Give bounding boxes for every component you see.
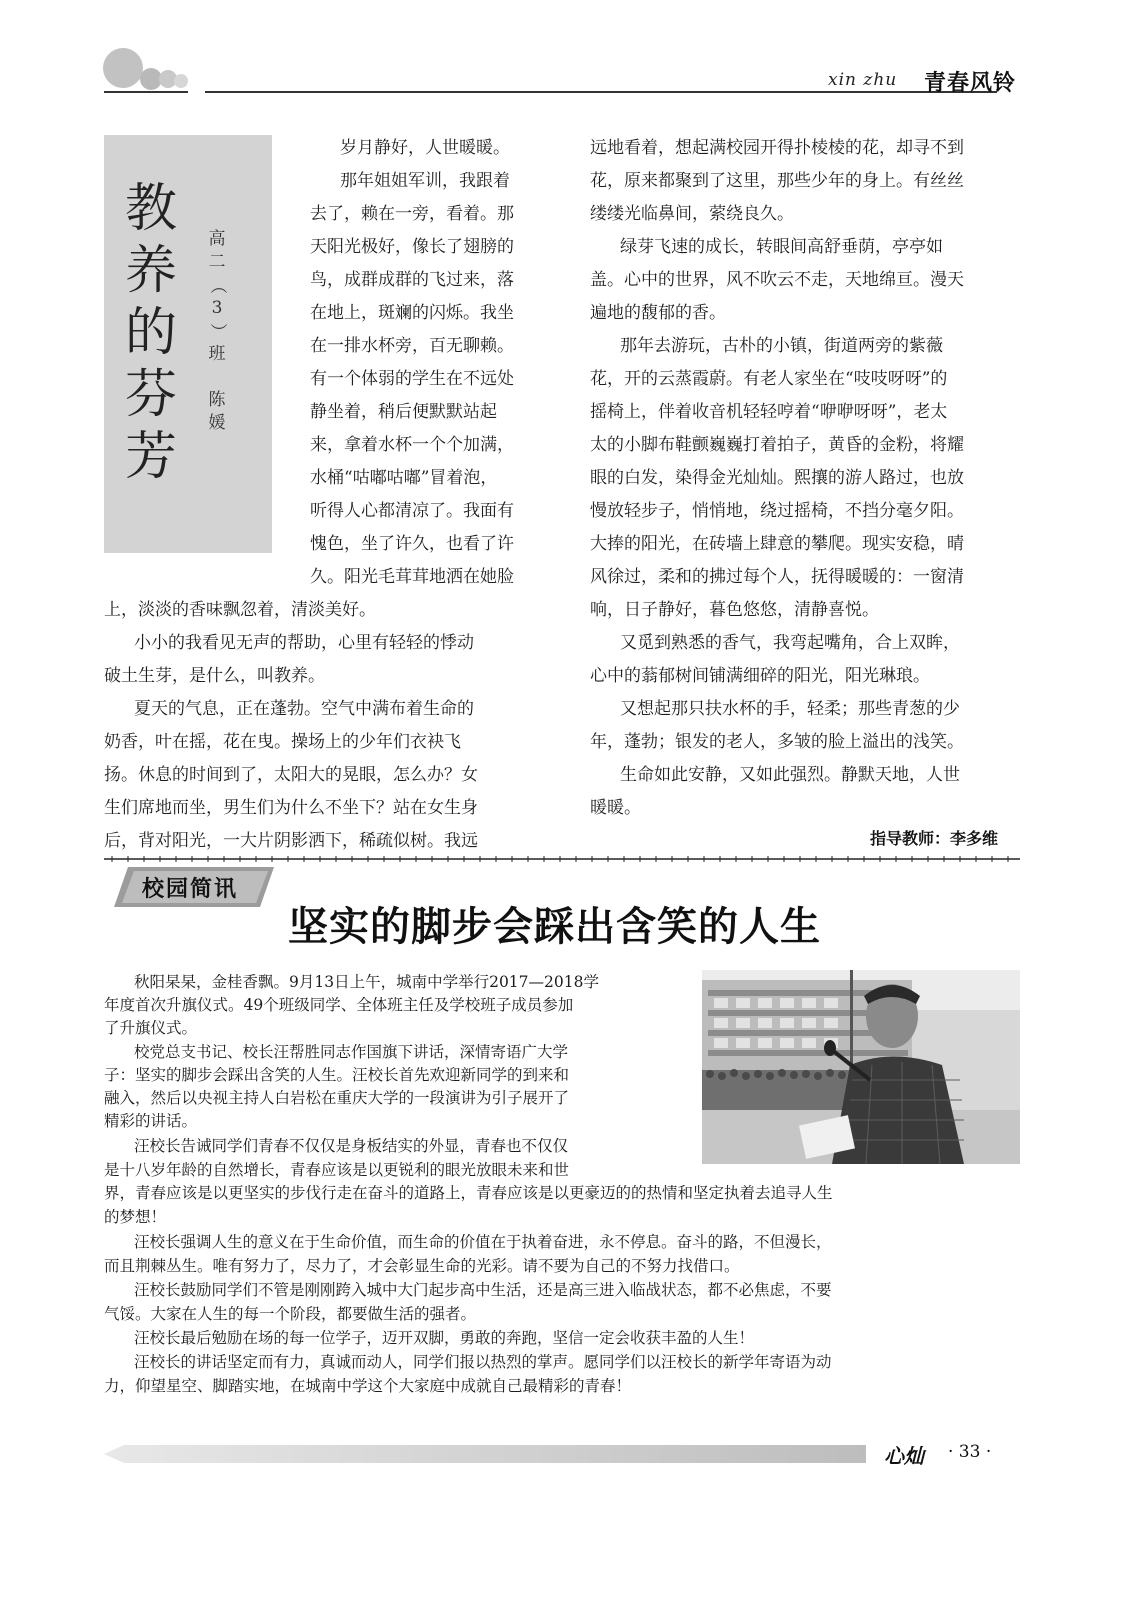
news-line: 汪校长最后勉励在场的每一位学子，迈开双脚，勇敢的奔跑，坚信一定会收获丰盈的人生！ [134,1329,755,1347]
article-line: 久。阳光毛茸茸地洒在她脸 [310,567,514,587]
article-byline [202,228,232,435]
article-line: 又想起那只扶水杯的手，轻柔；那些青葱的少 [620,699,960,719]
article-line: 去了，赖在一旁，看着。那 [310,204,514,224]
article-line: 花，开的云蒸霞蔚。有老人家坐在“吱吱呀呀”的 [590,369,948,389]
byline-char: 高 [208,229,226,249]
article-line: 摇椅上，伴着收音机轻轻哼着“咿咿呀呀”，老太 [590,402,948,422]
news-title: 坚实的脚步会踩出含笑的人生 [288,904,821,950]
article-teacher: 指导教师：李多维 [870,829,999,848]
article-line: 静坐着，稍后便默默站起 [310,402,497,422]
article-line: 天阳光极好，像长了翅膀的 [310,237,514,257]
article-title-char: 芬 [124,365,177,425]
news-line: 汪校长告诫同学们青春不仅仅是身板结实的外显，青春也不仅仅 [134,1137,569,1155]
article-line: 水桶“咕嘟咕嘟”冒着泡， [310,468,498,488]
news-line: 精彩的讲话。 [104,1112,198,1130]
article-line: 鸟，成群成群的飞过来，落 [310,270,514,290]
footer-bar [104,1445,866,1463]
article-line: 那年去游玩，古朴的小镇，街道两旁的紫薇 [620,336,943,356]
section-divider [104,855,1020,863]
article-line: 心中的蓊郁树间铺满细碎的阳光，阳光琳琅。 [590,666,930,686]
header-dot-tiny [174,74,188,88]
news-line: 融入，然后以央视主持人白岩松在重庆大学的一段演讲为引子展开了 [104,1089,570,1107]
article-line: 暖暖。 [590,798,641,818]
news-line: 汪校长鼓励同学们不管是刚刚跨入城中大门起步高中生活，还是高三进入临战状态，都不必焦虑，不要 [134,1281,832,1299]
article-line: 又觅到熟悉的香气，我弯起嘴角，合上双眸， [620,633,960,653]
article-line: 慢放轻步子，悄悄地，绕过摇椅，不挡分毫夕阳。 [590,501,964,521]
article-line: 小小的我看见无声的帮助，心里有轻轻的悸动 [134,633,474,653]
footer-magazine-name: 心灿 [884,1444,924,1468]
byline-char: （ [207,277,228,294]
byline-char: 陈 [208,390,226,410]
article-line: 生命如此安静，又如此强烈。静默天地，人世 [620,765,960,785]
article-line: 岁月静好，人世暖暖。 [340,138,510,158]
byline-char: 媛 [208,413,226,433]
article-line: 花，原来都聚到了这里，那些少年的身上。有丝丝 [590,171,964,191]
article-line: 眼的白发，染得金光灿灿。熙攘的游人路过，也放 [590,468,964,488]
article-title-char: 芳 [124,427,177,487]
article-line: 风徐过，柔和的拂过每个人，抚得暖暖的：一窗清 [590,567,964,587]
byline-char [202,366,232,389]
article-line: 在一排水杯旁，百无聊赖。 [310,336,514,356]
header-pinyin: xin zhu [828,70,898,90]
article-line: 来，拿着水杯一个个加满， [310,435,514,455]
article-line: 遍地的馥郁的香。 [590,303,726,323]
article-line: 太的小脚布鞋颤巍巍打着拍子，黄昏的金粉，将耀 [590,435,964,455]
byline-char: ） [207,323,228,340]
article-line: 扬。休息的时间到了，太阳大的晃眼，怎么办？女 [104,765,478,785]
article-line: 有一个体弱的学生在不远处 [310,369,514,389]
article-line: 上，淡淡的香味飘忽着，清淡美好。 [104,600,376,620]
header-rule [205,91,997,93]
news-line: 而且荆棘丛生。唯有努力了，尽力了，才会彰显生命的光彩。请不要为自己的不努力找借口。 [104,1257,740,1275]
header-section-title: 青春风铃 [924,71,1017,96]
news-line: 界，青春应该是以更坚实的步伐行走在奋斗的道路上，青春应该是以更豪迈的的热情和坚定执着去追寻人生 [104,1184,833,1202]
news-line: 子：坚实的脚步会踩出含笑的人生。汪校长首先欢迎新同学的到来和 [104,1066,570,1084]
article-line: 愧色，坐了许久，也看了许 [310,534,514,554]
byline-char: 3 [211,298,223,318]
article-line: 奶香，叶在摇，花在曳。操场上的少年们衣袂飞 [104,732,461,752]
news-line: 汪校长强调人生的意义在于生命价值，而生命的价值在于执着奋进，永不停息。奋斗的路，不但漫长， [134,1233,832,1251]
article-title [114,178,188,488]
article-title-char: 养 [124,241,177,301]
header-dot-large [103,48,143,88]
article-line: 缕缕光临鼻间，萦绕良久。 [590,204,794,224]
byline-char: 二 [208,252,226,272]
news-line: 是十八岁年龄的自然增长，青春应该是以更锐利的眼光放眼未来和世 [104,1161,570,1179]
article-line: 听得人心都清凉了。我面有 [310,501,514,521]
article-line: 绿芽飞速的成长，转眼间高舒垂荫，亭亭如 [620,237,943,257]
header-rule-left [104,91,188,93]
article-line: 响，日子静好，暮色悠悠，清静喜悦。 [590,600,879,620]
article-line: 在地上，斑斓的闪烁。我坐 [310,303,514,323]
news-line: 年度首次升旗仪式。49个班级同学、全体班主任及学校班子成员参加 [104,996,574,1014]
article-line: 远地看着，想起满校园开得扑棱棱的花，却寻不到 [590,138,964,158]
news-line: 秋阳杲杲，金桂香飘。9月13日上午，城南中学举行2017—2018学 [134,973,599,991]
article-title-char: 的 [124,303,177,363]
news-line: 校党总支书记、校长汪帮胜同志作国旗下讲话，深情寄语广大学 [134,1043,569,1061]
news-line: 汪校长的讲话坚定而有力，真诚而动人，同学们报以热烈的掌声。愿同学们以汪校长的新学年寄语为动 [134,1353,832,1371]
news-line: 气馁。大家在人生的每一个阶段，都要做生活的强者。 [104,1305,477,1323]
article-line: 夏天的气息，正在蓬勃。空气中满布着生命的 [134,699,474,719]
news-line: 了升旗仪式。 [104,1019,198,1037]
byline-char: 班 [208,344,226,364]
footer-page-number: · 33 · [948,1442,992,1462]
article-line: 后，背对阳光，一大片阴影洒下，稀疏似树。我远 [104,831,478,851]
article-title-char: 教 [124,179,177,239]
article-line: 年，蓬勃；银发的老人，多皱的脸上溢出的浅笑。 [590,732,964,752]
news-section-tag: 校园简讯 [142,877,239,902]
article-line: 盖。心中的世界，风不吹云不走，天地绵亘。漫天 [590,270,964,290]
news-line: 力，仰望星空、脚踏实地，在城南中学这个大家庭中成就自己最精彩的青春！ [104,1377,632,1395]
article-line: 那年姐姐军训，我跟着 [340,171,510,191]
article-line: 大捧的阳光，在砖墙上肆意的攀爬。现实安稳，晴 [590,534,964,554]
news-line: 的梦想！ [104,1208,167,1226]
article-line: 生们席地而坐，男生们为什么不坐下？站在女生身 [104,798,478,818]
article-line: 破土生芽，是什么，叫教养。 [104,666,325,686]
news-photo [702,970,1020,1164]
